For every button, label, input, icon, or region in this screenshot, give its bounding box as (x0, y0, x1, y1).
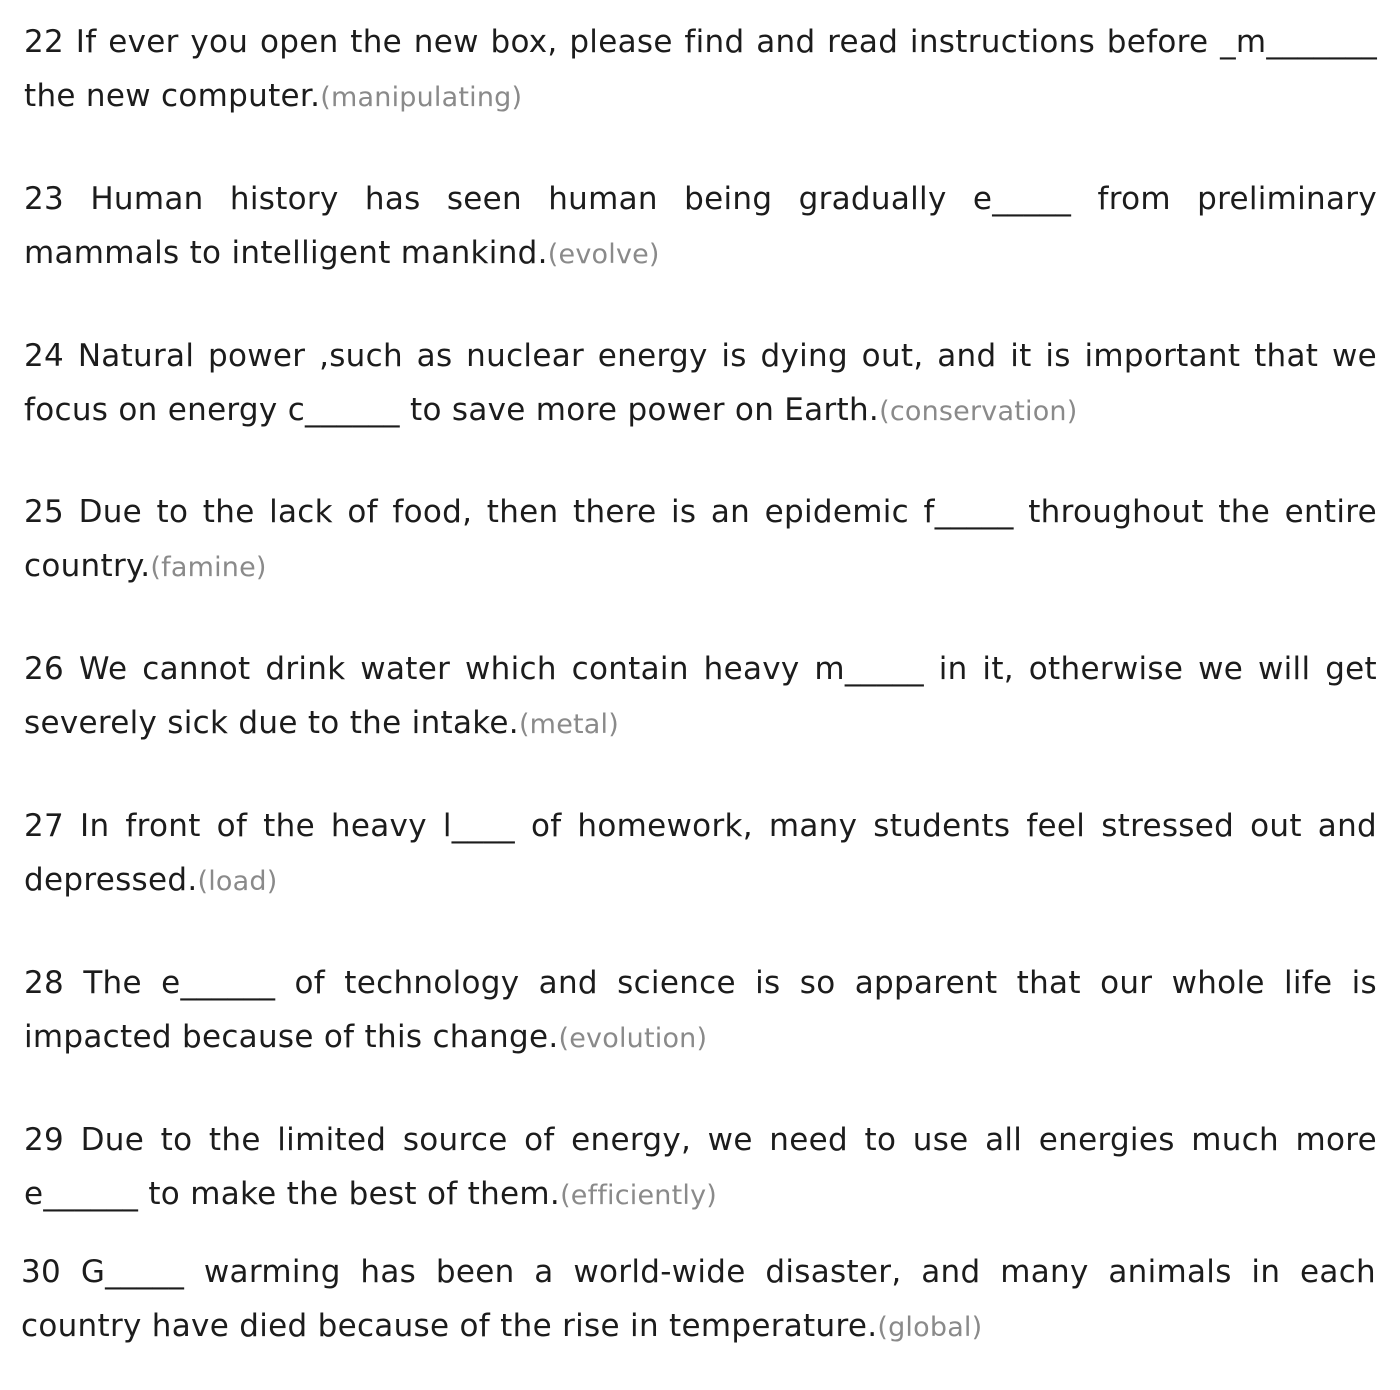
question-30 (21, 1245, 1376, 1355)
question-25 (24, 485, 1377, 595)
answer-hint: (famine) (150, 552, 267, 583)
question-number: 25 (24, 494, 65, 530)
question-text: The e______ of technology and science is so apparent that our whole life is impacted because of this change. (24, 965, 1378, 1055)
question-number: 23 (24, 181, 65, 217)
question-text: If ever you open the new box, please find and read instructions before _m_______ the new computer. (24, 24, 1378, 114)
answer-hint: (load) (197, 866, 278, 897)
question-22 (24, 15, 1377, 125)
question-number: 29 (24, 1122, 65, 1158)
question-number: 24 (24, 338, 65, 374)
answer-hint: (efficiently) (560, 1180, 718, 1211)
question-number: 22 (24, 24, 65, 60)
answer-hint: (global) (877, 1312, 983, 1343)
question-text: G_____ warming has been a world-wide disaster, and many animals in each country have died because of the rise in temperature. (21, 1254, 1376, 1344)
question-27 (24, 799, 1377, 909)
answer-hint: (evolution) (558, 1023, 708, 1054)
question-26 (24, 642, 1377, 752)
question-number: 28 (24, 965, 65, 1001)
question-number: 30 (21, 1254, 62, 1290)
question-text: We cannot drink water which contain heavy m_____ in it, otherwise we will get severely sick due to the intake. (24, 651, 1377, 741)
question-text: In front of the heavy l____ of homework, many students feel stressed out and depressed. (24, 808, 1377, 898)
question-text: Human history has seen human being gradually e_____ from preliminary mammals to intelligent mankind. (24, 181, 1377, 271)
question-28 (24, 956, 1377, 1066)
question-text: Due to the limited source of energy, we need to use all energies much more e______ to make the best of them. (24, 1122, 1377, 1212)
question-text: Natural power ,such as nuclear energy is dying out, and it is important that we focus on energy c______ to save more power on Earth. (24, 338, 1378, 428)
question-number: 27 (24, 808, 65, 844)
question-24 (24, 329, 1377, 439)
answer-hint: (conservation) (879, 396, 1078, 427)
answer-hint: (manipulating) (320, 82, 523, 113)
question-text: Due to the lack of food, then there is an epidemic f_____ throughout the entire country. (24, 494, 1378, 584)
answer-hint: (evolve) (547, 239, 660, 270)
answer-hint: (metal) (518, 709, 619, 740)
question-number: 26 (24, 651, 65, 687)
question-29 (24, 1113, 1377, 1223)
question-23 (24, 172, 1377, 282)
